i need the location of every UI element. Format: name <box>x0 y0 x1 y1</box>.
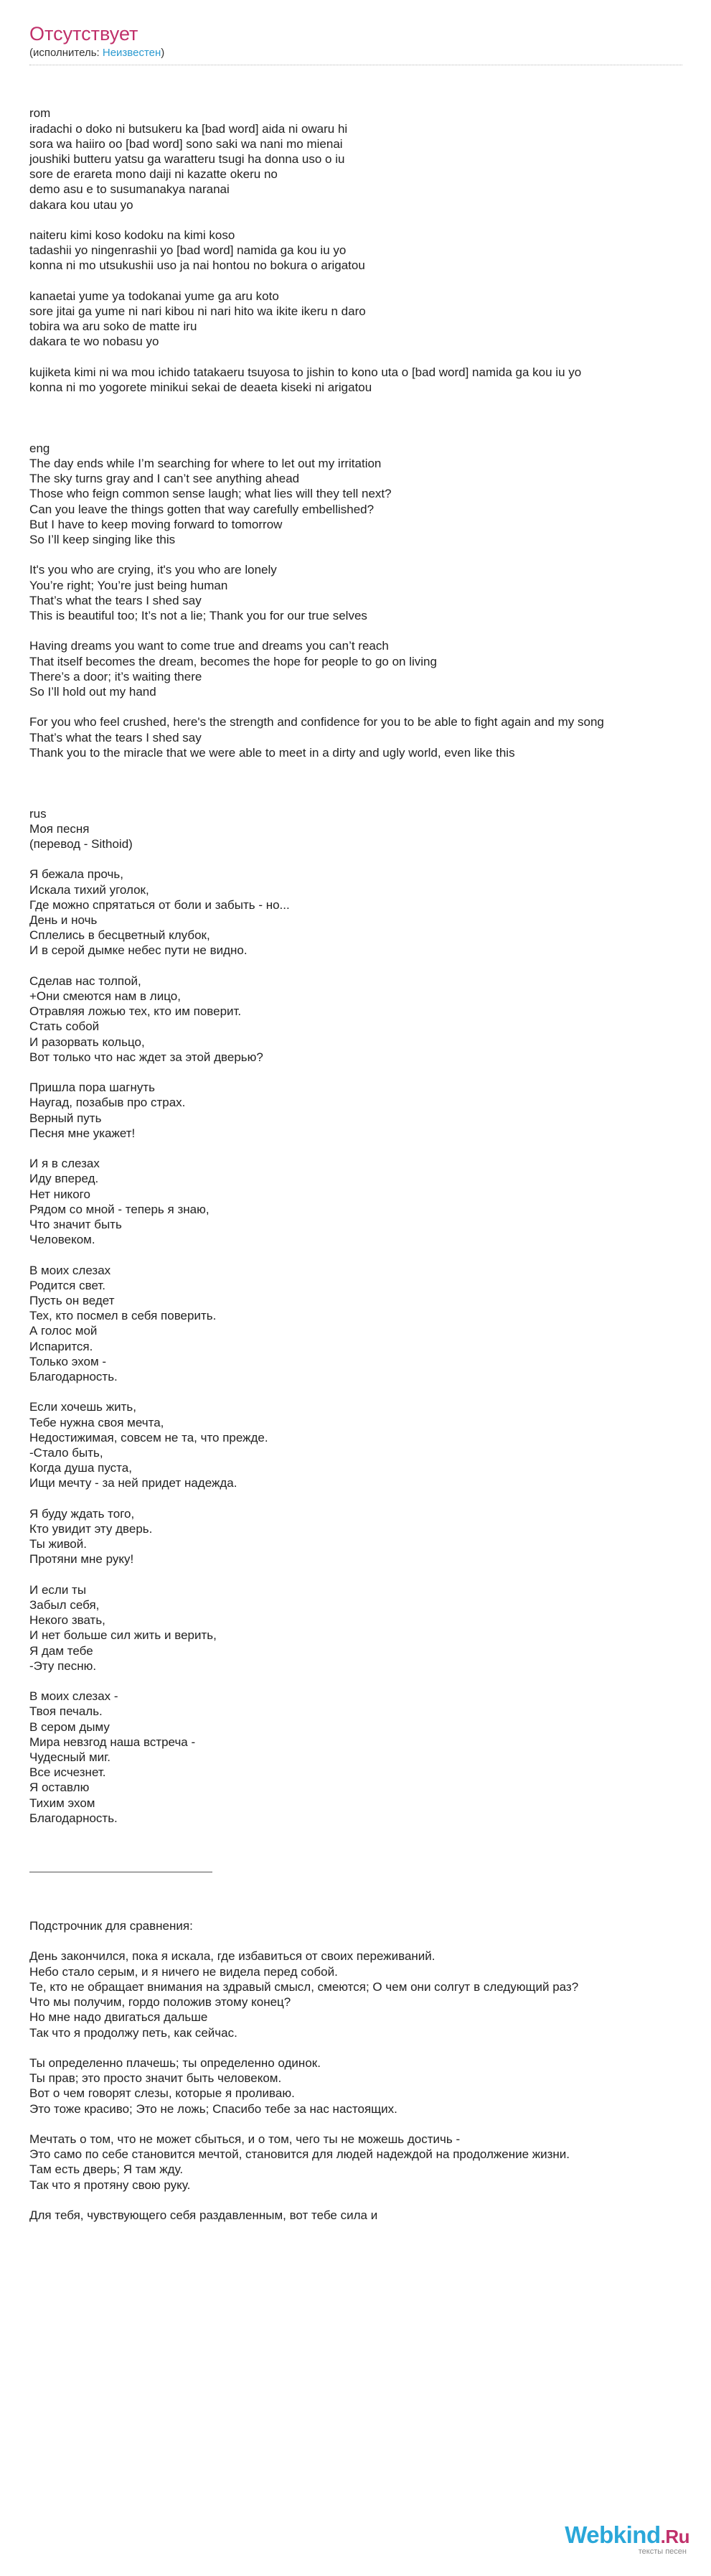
lyric-line: Отравляя ложью тех, кто им поверит. <box>29 1004 242 1019</box>
logo-subtitle: тексты песен <box>638 2547 687 2556</box>
english-stanza <box>29 441 682 547</box>
lyric-line: joushiki butteru yatsu ga waratteru tsugi ha donna uso o iu <box>29 152 345 167</box>
lyric-line: So I’ll keep singing like this <box>29 533 176 547</box>
lyric-line: Мечтать о том, что не может сбыться, и о том, чего ты не можешь достичь - <box>29 2132 461 2146</box>
lyric-line: Those who feign common sense laugh; what lies will they tell next? <box>29 487 392 501</box>
lyric-line: Верный путь <box>29 1111 102 1125</box>
lyric-line: Подстрочник для сравнения: <box>29 1919 193 1933</box>
lyric-line: Стать собой <box>29 1019 100 1034</box>
lyric-line: The day ends while I’m searching for where to let out my irritation <box>29 457 382 471</box>
lyric-line: День и ночь <box>29 913 98 928</box>
lyric-line: dakara te wo nobasu yo <box>29 335 159 349</box>
lyric-line: Я буду ждать того, <box>29 1506 135 1521</box>
lyric-line: Ты живой. <box>29 1537 87 1551</box>
lyrics-body <box>29 75 682 2269</box>
song-title: Отсутствует <box>29 23 138 45</box>
lyric-line: So I’ll hold out my hand <box>29 685 156 699</box>
lyric-line: В моих слезах <box>29 1263 111 1277</box>
lyric-line: But I have to keep moving forward to tomorrow <box>29 517 283 531</box>
lyric-line: Тебе нужна своя мечта, <box>29 1415 164 1429</box>
lyric-line: И нет больше сил жить и верить, <box>29 1628 217 1643</box>
russian-stanza <box>29 1506 682 1567</box>
performer-prefix: (исполнитель: <box>29 47 103 59</box>
performer-suffix: ) <box>161 47 165 59</box>
lyric-line: Наугад, позабыв про страх. <box>29 1096 186 1110</box>
lyric-line: Там есть дверь; Я там жду. <box>29 2162 184 2177</box>
lyric-line: Can you leave the things gotten that way carefully embellished? <box>29 502 375 516</box>
russian-stanza <box>29 1689 682 1826</box>
lyric-line: sore jitai ga yume ni nari kibou ni nari hito wa ikite ikeru n daro <box>29 304 366 319</box>
logo-tld: .Ru <box>660 2526 689 2547</box>
lyric-line: dakara kou utau yo <box>29 197 133 212</box>
lyric-line: kujiketa kimi ni wa mou ichido tatakaeru tsuyosa to jishin to kono uta o [bad word] namida ga kou iu yo <box>29 365 582 379</box>
lyric-line: iradachi o doko ni butsukeru ka [bad word] aida ni owaru hi <box>29 121 348 136</box>
lyric-line: Ты определенно плачешь; ты определенно одинок. <box>29 2055 321 2070</box>
lyric-line: Я оставлю <box>29 1781 90 1795</box>
lyric-line: Что мы получим, гордо положив этому конец? <box>29 1995 291 2010</box>
lyric-line: И если ты <box>29 1582 87 1597</box>
lyric-line: konna ni mo utsukushii uso ja nai hontou no bokura o arigatou <box>29 258 365 273</box>
lyric-line: Пусть он ведет <box>29 1294 115 1308</box>
performer-line <box>29 46 682 65</box>
lyric-line: The sky turns gray and I can’t see anything ahead <box>29 472 300 486</box>
romaji-stanza <box>29 106 682 212</box>
lyric-line: Некого звать, <box>29 1613 105 1628</box>
performer-link[interactable]: Неизвестен <box>102 47 161 59</box>
lyric-line: Но мне надо двигаться дальше <box>29 2010 208 2025</box>
lyric-line: Мира невзгод наша встреча - <box>29 1735 196 1749</box>
lyric-line: Тихим эхом <box>29 1796 95 1810</box>
lyric-line: Если хочешь жить, <box>29 1400 136 1414</box>
lyric-line: Для тебя, чувствующего себя раздавленным, вот тебе сила и <box>29 2208 378 2222</box>
lyric-line: А голос мой <box>29 1324 98 1338</box>
lyric-line: Так что я протяну свою руку. <box>29 2178 191 2192</box>
lyric-line: Человеком. <box>29 1233 95 1247</box>
literal-stanza <box>29 2208 682 2223</box>
lyric-line: Благодарность. <box>29 1811 118 1825</box>
english-stanza <box>29 714 682 760</box>
lyric-line: Недостижимая, совсем не та, что прежде. <box>29 1430 268 1445</box>
lyric-line: Моя песня <box>29 821 90 836</box>
lyric-line: Все исчезнет. <box>29 1765 106 1780</box>
russian-stanza <box>29 974 682 1065</box>
lyric-line: Вот о чем говорят слезы, которые я проливаю. <box>29 2086 295 2101</box>
russian-stanza <box>29 1263 682 1385</box>
lyric-line: That itself becomes the dream, becomes the hope for people to go on living <box>29 654 437 668</box>
lyric-line: Так что я продолжу петь, как сейчас. <box>29 2025 237 2040</box>
literal-stanza <box>29 2055 682 2117</box>
lyric-line: Только эхом - <box>29 1354 107 1368</box>
literal-stanza <box>29 1918 682 1933</box>
romaji-stanza <box>29 365 682 395</box>
russian-stanza <box>29 1399 682 1490</box>
lyric-line: For you who feel crushed, here's the strength and confidence for you to be able to fight again and my song <box>29 715 604 729</box>
literal-translation-section <box>29 1918 682 2223</box>
lyric-line: Сделав нас толпой, <box>29 974 141 988</box>
lyric-line: eng <box>29 441 50 455</box>
lyric-line: -Стало быть, <box>29 1446 103 1460</box>
lyric-line: sore de erareta mono daiji ni kazatte okeru no <box>29 167 278 182</box>
lyric-line: You’re right; You’re just being human <box>29 578 228 592</box>
lyrics-page <box>29 22 682 2269</box>
lyric-line: kanaetai yume ya todokanai yume ga aru koto <box>29 289 279 303</box>
lyric-line: Это само по себе становится мечтой, становится для людей надеждой на продолжение жизни. <box>29 2147 570 2162</box>
lyric-line: Тех, кто посмел в себя поверить. <box>29 1309 217 1323</box>
russian-section <box>29 806 682 1826</box>
lyric-line: There’s a door; it’s waiting there <box>29 669 202 683</box>
lyric-line: Вот только что нас ждет за этой дверью? <box>29 1050 263 1064</box>
lyric-line: В сером дыму <box>29 1719 110 1734</box>
lyric-line: That’s what the tears I shed say <box>29 730 202 745</box>
lyric-line: rus <box>29 806 47 821</box>
lyric-line: +Они смеются нам в лицо, <box>29 989 181 1004</box>
english-stanza <box>29 562 682 623</box>
lyric-line: tobira wa aru soko de matte iru <box>29 319 197 334</box>
lyric-line: Ты прав; это просто значит быть человеком. <box>29 2071 282 2086</box>
logo-wordmark <box>565 2523 689 2549</box>
webkind-logo[interactable] <box>565 2523 689 2556</box>
logo-name: Webkind <box>565 2521 661 2548</box>
russian-stanza <box>29 1156 682 1247</box>
lyric-line: That’s what the tears I shed say <box>29 593 202 607</box>
lyric-line: Твоя печаль. <box>29 1704 103 1719</box>
lyric-line: Когда душа пуста, <box>29 1461 132 1475</box>
lyric-line: Искала тихий уголок, <box>29 882 149 897</box>
lyric-line: Испарится. <box>29 1339 93 1353</box>
lyric-line: Благодарность. <box>29 1370 118 1384</box>
lyric-line: naiteru kimi koso kodoku na kimi koso <box>29 228 235 243</box>
literal-stanza <box>29 1949 682 2040</box>
russian-stanza <box>29 806 682 852</box>
lyric-line: Having dreams you want to come true and dreams you can’t reach <box>29 639 389 653</box>
lyric-line: И в серой дымке небес пути не видно. <box>29 943 248 958</box>
lyric-line: Иду вперед. <box>29 1172 99 1186</box>
lyric-line: Забыл себя, <box>29 1598 100 1613</box>
lyric-line: Ищи мечту - за ней придет надежда. <box>29 1476 237 1490</box>
romaji-section <box>29 106 682 395</box>
lyric-line: Thank you to the miracle that we were able to meet in a dirty and ugly world, even like this <box>29 745 515 760</box>
lyric-line: И я в слезах <box>29 1157 100 1171</box>
lyric-line: Рядом со мной - теперь я знаю, <box>29 1202 209 1216</box>
lyric-line: rom <box>29 106 51 121</box>
lyric-line: konna ni mo yogorete minikui sekai de deaeta kiseki ni arigatou <box>29 381 372 395</box>
lyric-line: И разорвать кольцо, <box>29 1035 145 1049</box>
lyric-line: Это тоже красиво; Это не ложь; Спасибо тебе за нас настоящих. <box>29 2101 397 2116</box>
english-stanza <box>29 638 682 699</box>
lyric-line: Протяни мне руку! <box>29 1552 134 1567</box>
lyric-line: It's you who are crying, it's you who are lonely <box>29 563 277 577</box>
lyric-line: Чудесный миг. <box>29 1750 110 1765</box>
lyric-line: В моих слезах - <box>29 1689 118 1704</box>
lyric-line: tadashii yo ningenrashii yo [bad word] namida ga kou iu yo <box>29 243 347 258</box>
russian-stanza <box>29 867 682 958</box>
romaji-stanza <box>29 228 682 274</box>
lyric-line: Те, кто не обращает внимания на здравый смысл, смеются; О чем они солгут в следующий раз? <box>29 1979 579 1994</box>
lyric-line: Сплелись в бесцветный клубок, <box>29 928 210 943</box>
english-section <box>29 441 682 760</box>
russian-stanza <box>29 1582 682 1674</box>
lyric-line: Я бежала прочь, <box>29 867 123 882</box>
lyric-line: Кто увидит эту дверь. <box>29 1522 153 1536</box>
romaji-stanza <box>29 289 682 350</box>
lyric-line: Где можно спрятаться от боли и забыть - но... <box>29 897 290 912</box>
lyric-line: Пришла пора шагнуть <box>29 1081 156 1095</box>
russian-stanza <box>29 1080 682 1141</box>
lyric-line: demo asu e to susumanakya naranai <box>29 182 230 197</box>
lyric-line: Родится свет. <box>29 1278 105 1292</box>
lyric-line: This is beautiful too; It’s not a lie; Thank you for our true selves <box>29 609 367 623</box>
literal-stanza <box>29 2132 682 2193</box>
lyric-line: Что значит быть <box>29 1218 122 1232</box>
lyric-line: sora wa haiiro oo [bad word] sono saki wa nani mo mienai <box>29 136 343 151</box>
lyric-line: Я дам тебе <box>29 1643 93 1658</box>
lyric-line: (перевод - Sithoid) <box>29 837 133 851</box>
lyric-line: Небо стало серым, и я ничего не видела перед собой. <box>29 1964 338 1979</box>
lyric-line: Нет никого <box>29 1187 90 1201</box>
lyric-line: День закончился, пока я искала, где избавиться от своих переживаний. <box>29 1949 435 1964</box>
lyric-line: Песня мне укажет! <box>29 1126 136 1140</box>
lyric-line: -Эту песню. <box>29 1658 97 1673</box>
